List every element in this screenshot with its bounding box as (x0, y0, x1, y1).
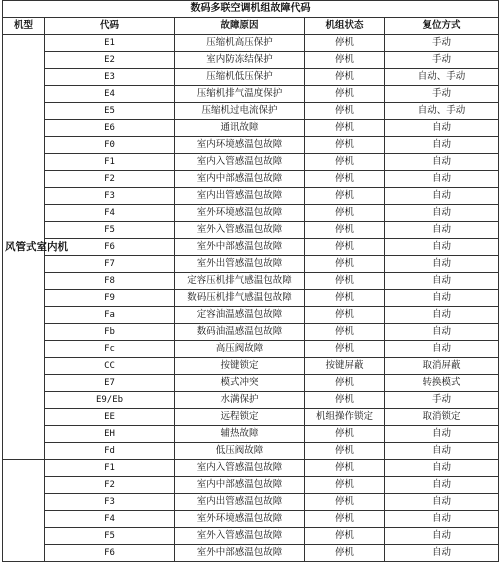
fault-code-cell: Fd (45, 443, 175, 460)
fault-code-cell: F5 (45, 528, 175, 545)
unit-status-cell: 停机 (305, 103, 385, 120)
fault-code-cell: F5 (45, 222, 175, 239)
header-model: 机型 (3, 18, 45, 35)
reset-method-cell: 自动 (385, 137, 499, 154)
fault-cause-cell: 数码油温感温包故障 (175, 324, 305, 341)
fault-cause-cell: 室内防冻结保护 (175, 52, 305, 69)
table-row (3, 171, 499, 188)
fault-cause-cell: 室外中部感温包故障 (175, 239, 305, 256)
fault-cause-cell: 定容压机排气感温包故障 (175, 273, 305, 290)
table-row (3, 52, 499, 69)
fault-cause-cell: 室外出管感温包故障 (175, 256, 305, 273)
table-title-row (3, 1, 499, 18)
reset-method-cell: 取消屏蔽 (385, 358, 499, 375)
unit-status-cell: 停机 (305, 324, 385, 341)
reset-method-cell: 自动 (385, 171, 499, 188)
reset-method-cell: 自动 (385, 256, 499, 273)
table-row (3, 188, 499, 205)
fault-code-cell: F3 (45, 494, 175, 511)
fault-code-cell: E4 (45, 86, 175, 103)
fault-code-cell: F8 (45, 273, 175, 290)
fault-code-cell: F6 (45, 239, 175, 256)
fault-code-cell: F1 (45, 460, 175, 477)
fault-cause-cell: 水满保护 (175, 392, 305, 409)
header-code: 代码 (45, 18, 175, 35)
fault-cause-cell: 室外环境感温包故障 (175, 511, 305, 528)
unit-status-cell: 停机 (305, 341, 385, 358)
unit-status-cell: 停机 (305, 290, 385, 307)
table-title: 数码多联空调机组故障代码 (3, 1, 499, 18)
unit-status-cell: 停机 (305, 443, 385, 460)
fault-code-cell: E3 (45, 69, 175, 86)
unit-status-cell: 停机 (305, 460, 385, 477)
table-row (3, 494, 499, 511)
unit-status-cell: 停机 (305, 188, 385, 205)
reset-method-cell: 自动 (385, 443, 499, 460)
reset-method-cell: 自动 (385, 460, 499, 477)
unit-status-cell: 停机 (305, 511, 385, 528)
table-row (3, 120, 499, 137)
fault-code-cell: F6 (45, 545, 175, 562)
unit-status-cell: 停机 (305, 35, 385, 52)
unit-status-cell: 停机 (305, 307, 385, 324)
unit-status-cell: 停机 (305, 86, 385, 103)
table-row (3, 375, 499, 392)
fault-cause-cell: 按键锁定 (175, 358, 305, 375)
fault-code-cell: F2 (45, 477, 175, 494)
fault-code-cell: E6 (45, 120, 175, 137)
model-group-cell: 风管式室内机 (3, 35, 45, 460)
fault-code-cell: F0 (45, 137, 175, 154)
reset-method-cell: 自动 (385, 205, 499, 222)
fault-cause-cell: 辅热故障 (175, 426, 305, 443)
fault-code-cell: E2 (45, 52, 175, 69)
table-row (3, 290, 499, 307)
fault-cause-cell: 压缩机过电流保护 (175, 103, 305, 120)
header-unit-status: 机组状态 (305, 18, 385, 35)
reset-method-cell: 取消锁定 (385, 409, 499, 426)
fault-cause-cell: 高压阀故障 (175, 341, 305, 358)
fault-cause-cell: 定容油温感温包故障 (175, 307, 305, 324)
reset-method-cell: 自动 (385, 120, 499, 137)
fault-code-cell: Fc (45, 341, 175, 358)
unit-status-cell: 停机 (305, 171, 385, 188)
fault-code-cell: F1 (45, 154, 175, 171)
fault-cause-cell: 压缩机排气温度保护 (175, 86, 305, 103)
reset-method-cell: 自动 (385, 426, 499, 443)
reset-method-cell: 转换模式 (385, 375, 499, 392)
fault-code-cell: F2 (45, 171, 175, 188)
fault-cause-cell: 通讯故障 (175, 120, 305, 137)
fault-cause-cell: 室外中部感温包故障 (175, 545, 305, 562)
reset-method-cell: 自动 (385, 477, 499, 494)
table-row (3, 239, 499, 256)
fault-cause-cell: 压缩机低压保护 (175, 69, 305, 86)
table-row (3, 273, 499, 290)
fault-code-cell: F4 (45, 511, 175, 528)
header-cause: 故障原因 (175, 18, 305, 35)
fault-code-cell: E9/Eb (45, 392, 175, 409)
unit-status-cell: 停机 (305, 120, 385, 137)
unit-status-cell: 机组操作锁定 (305, 409, 385, 426)
reset-method-cell: 自动 (385, 341, 499, 358)
fault-code-cell: F9 (45, 290, 175, 307)
unit-status-cell: 停机 (305, 477, 385, 494)
reset-method-cell: 自动 (385, 494, 499, 511)
reset-method-cell: 手动 (385, 392, 499, 409)
fault-cause-cell: 室内中部感温包故障 (175, 477, 305, 494)
table-row (3, 460, 499, 477)
reset-method-cell: 手动 (385, 35, 499, 52)
table-row (3, 69, 499, 86)
fault-cause-cell: 室内环境感温包故障 (175, 137, 305, 154)
fault-cause-cell: 室外入管感温包故障 (175, 222, 305, 239)
fault-cause-cell: 室内中部感温包故障 (175, 171, 305, 188)
table-row (3, 256, 499, 273)
header-reset-method: 复位方式 (385, 18, 499, 35)
fault-cause-cell: 远程锁定 (175, 409, 305, 426)
fault-cause-cell: 模式冲突 (175, 375, 305, 392)
table-row (3, 409, 499, 426)
reset-method-cell: 自动、手动 (385, 103, 499, 120)
table-row (3, 545, 499, 562)
unit-status-cell: 停机 (305, 222, 385, 239)
table-row (3, 154, 499, 171)
table-row (3, 426, 499, 443)
unit-status-cell: 停机 (305, 239, 385, 256)
table-row (3, 307, 499, 324)
unit-status-cell: 停机 (305, 273, 385, 290)
unit-status-cell: 停机 (305, 545, 385, 562)
table-row (3, 443, 499, 460)
fault-code-cell: EE (45, 409, 175, 426)
reset-method-cell: 自动 (385, 154, 499, 171)
fault-cause-cell: 数码压机排气感温包故障 (175, 290, 305, 307)
reset-method-cell: 自动 (385, 545, 499, 562)
fault-cause-cell: 室外环境感温包故障 (175, 205, 305, 222)
table-row (3, 103, 499, 120)
unit-status-cell: 按键屏蔽 (305, 358, 385, 375)
table-row (3, 358, 499, 375)
reset-method-cell: 手动 (385, 86, 499, 103)
fault-cause-cell: 低压阀故障 (175, 443, 305, 460)
fault-cause-cell: 室外入管感温包故障 (175, 528, 305, 545)
unit-status-cell: 停机 (305, 52, 385, 69)
table-row (3, 392, 499, 409)
table-row (3, 222, 499, 239)
fault-cause-cell: 室内出管感温包故障 (175, 494, 305, 511)
unit-status-cell: 停机 (305, 392, 385, 409)
unit-status-cell: 停机 (305, 205, 385, 222)
reset-method-cell: 自动 (385, 324, 499, 341)
fault-cause-cell: 室内出管感温包故障 (175, 188, 305, 205)
model-group-cell (3, 460, 45, 562)
unit-status-cell: 停机 (305, 426, 385, 443)
reset-method-cell: 自动 (385, 222, 499, 239)
unit-status-cell: 停机 (305, 528, 385, 545)
table-row (3, 35, 499, 52)
fault-code-cell: E5 (45, 103, 175, 120)
unit-status-cell: 停机 (305, 375, 385, 392)
table-row (3, 477, 499, 494)
fault-code-table (2, 0, 499, 562)
reset-method-cell: 自动 (385, 290, 499, 307)
table-row (3, 86, 499, 103)
reset-method-cell: 自动 (385, 528, 499, 545)
reset-method-cell: 自动 (385, 511, 499, 528)
fault-cause-cell: 室内入管感温包故障 (175, 460, 305, 477)
fault-cause-cell: 室内入管感温包故障 (175, 154, 305, 171)
fault-code-cell: Fa (45, 307, 175, 324)
unit-status-cell: 停机 (305, 494, 385, 511)
table-header-row (3, 18, 499, 35)
fault-code-cell: F7 (45, 256, 175, 273)
table-row (3, 341, 499, 358)
unit-status-cell: 停机 (305, 256, 385, 273)
reset-method-cell: 自动 (385, 307, 499, 324)
reset-method-cell: 自动、手动 (385, 69, 499, 86)
reset-method-cell: 自动 (385, 239, 499, 256)
fault-code-cell: F3 (45, 188, 175, 205)
fault-cause-cell: 压缩机高压保护 (175, 35, 305, 52)
unit-status-cell: 停机 (305, 154, 385, 171)
table-row (3, 137, 499, 154)
fault-code-cell: F4 (45, 205, 175, 222)
unit-status-cell: 停机 (305, 69, 385, 86)
fault-code-cell: Fb (45, 324, 175, 341)
table-row (3, 324, 499, 341)
unit-status-cell: 停机 (305, 137, 385, 154)
fault-code-cell: E7 (45, 375, 175, 392)
reset-method-cell: 手动 (385, 52, 499, 69)
fault-code-cell: CC (45, 358, 175, 375)
reset-method-cell: 自动 (385, 273, 499, 290)
table-row (3, 528, 499, 545)
table-row (3, 205, 499, 222)
table-body (3, 35, 499, 562)
table-row (3, 511, 499, 528)
fault-code-cell: E1 (45, 35, 175, 52)
fault-code-cell: EH (45, 426, 175, 443)
reset-method-cell: 自动 (385, 188, 499, 205)
